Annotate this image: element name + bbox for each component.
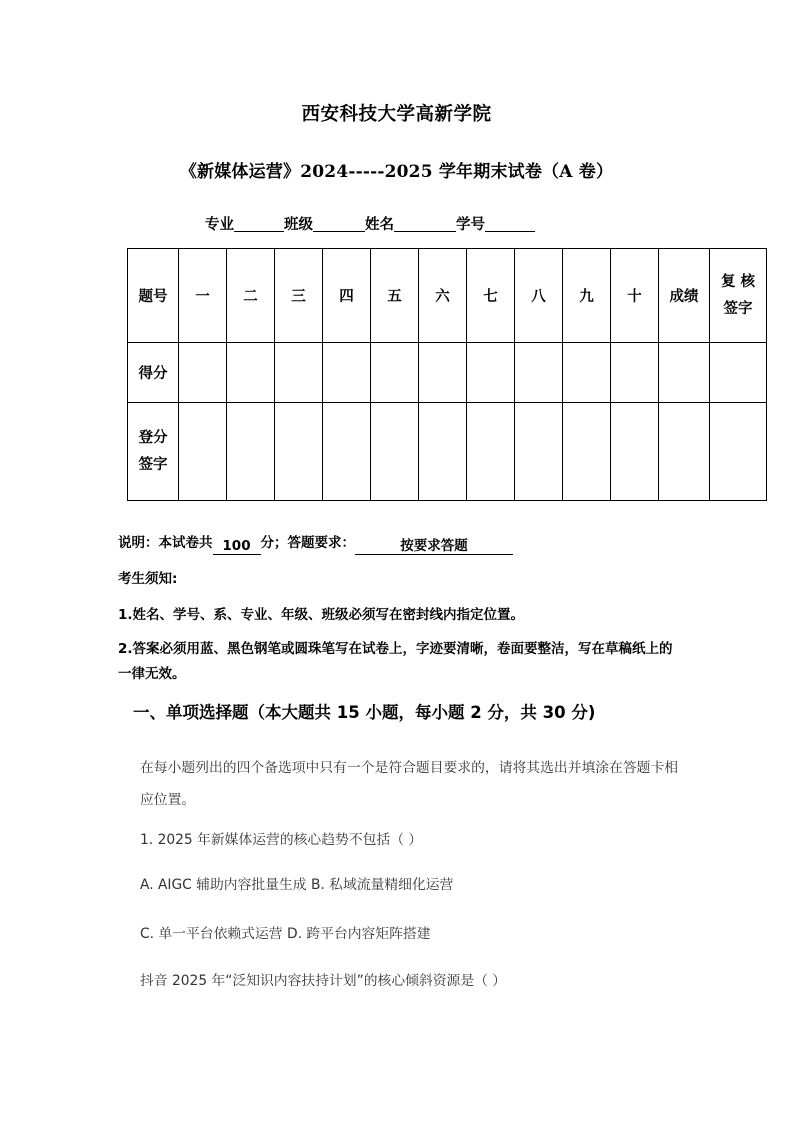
major-label: 专业 [205, 217, 234, 233]
row-label-question-no: 题号 [128, 249, 179, 343]
class-label: 班级 [284, 217, 313, 233]
question-1-options-line-2: C. 单一平台依赖式运营 D. 跨平台内容矩阵搭建 [140, 925, 431, 942]
register-sign-line-1: 登分 [138, 429, 168, 446]
column-header-2: 二 [227, 249, 275, 343]
score-cell-8[interactable] [515, 343, 563, 403]
score-cell-5[interactable] [371, 343, 419, 403]
column-header-10: 十 [611, 249, 659, 343]
student-id-blank[interactable] [485, 216, 535, 232]
major-blank[interactable] [234, 216, 284, 232]
column-header-6: 六 [419, 249, 467, 343]
score-cell-6[interactable] [419, 343, 467, 403]
register-cell-total[interactable] [659, 403, 710, 501]
exam-description-line [118, 531, 513, 555]
score-cell-4[interactable] [323, 343, 371, 403]
notice-rule-2: 2.答案必须用蓝、黑色钢笔或圆珠笔写在试卷上，字迹要清晰，卷面要整洁，写在草稿纸上的一律无效。 [118, 641, 673, 682]
column-header-review-sign [710, 249, 767, 343]
register-cell-7[interactable] [467, 403, 515, 501]
table-row-score [128, 343, 767, 403]
column-header-3: 三 [275, 249, 323, 343]
register-cell-4[interactable] [323, 403, 371, 501]
review-sign-line-2: 签字 [723, 300, 753, 317]
table-row-question-numbers [128, 249, 767, 343]
register-cell-6[interactable] [419, 403, 467, 501]
score-cell-total[interactable] [659, 343, 710, 403]
total-points-value: 100 [213, 538, 261, 555]
score-cell-3[interactable] [275, 343, 323, 403]
score-cell-2[interactable] [227, 343, 275, 403]
row-label-register-sign [128, 403, 179, 501]
question-1-stem [140, 829, 685, 851]
table-row-register-sign [128, 403, 767, 501]
row-label-score: 得分 [128, 343, 179, 403]
register-cell-2[interactable] [227, 403, 275, 501]
answer-requirement-value: 按要求答题 [355, 538, 513, 555]
score-cell-9[interactable] [563, 343, 611, 403]
section-one-heading: 一、单项选择题（本大题共 15 小题，每小题 2 分，共 30 分) [133, 703, 596, 722]
question-1-number: 1. [140, 831, 154, 848]
section-one-body [140, 752, 685, 992]
register-cell-review-sign[interactable] [710, 403, 767, 501]
register-cell-10[interactable] [611, 403, 659, 501]
register-sign-line-2: 签字 [138, 456, 168, 473]
score-table [127, 248, 767, 501]
score-cell-7[interactable] [467, 343, 515, 403]
column-header-9: 九 [563, 249, 611, 343]
question-1-options-line-1: A. AIGC 辅助内容批量生成 B. 私域流量精细化运营 [140, 876, 454, 893]
score-cell-1[interactable] [179, 343, 227, 403]
register-cell-3[interactable] [275, 403, 323, 501]
column-header-1: 一 [179, 249, 227, 343]
score-cell-10[interactable] [611, 343, 659, 403]
description-prefix: 说明：本试卷共 [118, 535, 213, 551]
notice-rule-1: 1.姓名、学号、系、专业、年级、班级必须写在密封线内指定位置。 [118, 607, 525, 623]
register-cell-8[interactable] [515, 403, 563, 501]
review-sign-line-1: 复 核 [720, 273, 756, 290]
student-info-line [205, 213, 605, 234]
column-header-8: 八 [515, 249, 563, 343]
student-id-label: 学号 [456, 217, 485, 233]
class-blank[interactable] [313, 216, 365, 232]
register-cell-9[interactable] [563, 403, 611, 501]
name-blank[interactable] [394, 216, 456, 232]
register-cell-1[interactable] [179, 403, 227, 501]
register-cell-5[interactable] [371, 403, 419, 501]
column-header-7: 七 [467, 249, 515, 343]
question-2-stem: 抖音 2025 年“泛知识内容扶持计划”的核心倾斜资源是（ ） [140, 973, 507, 990]
question-1-text: 2025 年新媒体运营的核心趋势不包括（ ） [157, 831, 423, 848]
exam-title: 《新媒体运营》2024-----2025 学年期末试卷（A 卷） [179, 162, 614, 182]
candidate-notice-heading: 考生须知: [118, 571, 178, 587]
description-middle: 分；答题要求： [260, 535, 355, 551]
name-label: 姓名 [365, 217, 394, 233]
column-header-4: 四 [323, 249, 371, 343]
column-header-total: 成绩 [659, 249, 710, 343]
column-header-5: 五 [371, 249, 419, 343]
score-cell-review-sign[interactable] [710, 343, 767, 403]
section-one-instruction: 在每小题列出的四个备选项中只有一个是符合题目要求的，请将其选出并填涂在答题卡相应位置。 [140, 760, 679, 809]
school-title: 西安科技大学高新学院 [301, 104, 492, 125]
